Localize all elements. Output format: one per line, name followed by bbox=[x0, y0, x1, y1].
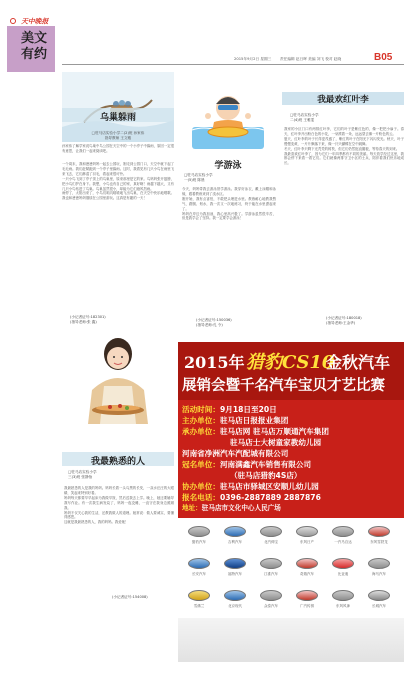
ad-row-val: 河南省净洲汽车汽配城有限公司 bbox=[182, 449, 289, 458]
logo-text: 天中晚报 bbox=[21, 17, 49, 26]
auto-show-ad[interactable] bbox=[178, 342, 404, 662]
swim-illustration bbox=[178, 72, 278, 157]
familiar-meta: □驻马店实验小学 三(3)班 张静怡 bbox=[68, 470, 97, 479]
ad-row bbox=[182, 426, 400, 437]
brand-logo-icon bbox=[368, 590, 390, 601]
ad-row-val: 驻马店网 驻马店万顺通汽车集团 bbox=[219, 427, 329, 436]
ad-row bbox=[182, 503, 400, 514]
date-line: 2015年9月2日 星期三 bbox=[234, 57, 272, 61]
brand-logo-icon bbox=[260, 526, 282, 537]
brand-label: 东风雪铁龙 bbox=[370, 540, 388, 544]
brand-label: 东风日产 bbox=[300, 540, 314, 544]
brand-label: 雪佛兰 bbox=[193, 604, 205, 608]
brand-logo-icon bbox=[188, 558, 210, 569]
ad-row bbox=[182, 470, 400, 481]
page-number: B05 bbox=[374, 52, 393, 63]
brand-label: 海马汽车 bbox=[372, 572, 386, 576]
ad-info-list bbox=[182, 404, 400, 514]
brand-logo-icon bbox=[332, 590, 354, 601]
ad-row-key: 承办单位： bbox=[182, 427, 220, 436]
ad-brand: 猎豹CS10 bbox=[246, 352, 335, 373]
ad-subtitle: 展销会暨千名汽车宝贝才艺比赛 bbox=[182, 377, 385, 394]
masthead-logo bbox=[10, 10, 60, 26]
ad-row bbox=[182, 404, 400, 415]
brand-label: 北京现代 bbox=[228, 604, 242, 608]
brand-logo-icon bbox=[260, 558, 282, 569]
brand-label: 比亚迪 bbox=[337, 572, 349, 576]
ad-row-key: 冠名单位： bbox=[182, 460, 220, 469]
ad-row bbox=[182, 415, 400, 426]
ad-row-val: 河南满鑫汽车销售有限公司 bbox=[219, 460, 312, 469]
familiar-title: 我最熟悉的人 bbox=[90, 457, 145, 467]
ad-row-val: 9月18日至20日 bbox=[219, 405, 277, 414]
brand-label: 北汽绅宝 bbox=[264, 540, 278, 544]
ad-year: 2015年 bbox=[184, 353, 245, 372]
logo-mark-icon bbox=[10, 18, 16, 24]
section-title-line-2: 有约 bbox=[21, 47, 48, 62]
nest-body: 一个周末，我和爸爸妈妈一起去公园玩，刚走到公园门口，天空中就下起了毛毛雨。我们赶紧跑到一个亭子里躲雨。这时，我看见有几只小鸟在雨里飞来飞去，它们淋湿了羽毛，看起来很可怜。 一只小鸟飞到了亭子顶上的鸟巢里，原来那里是它的家。鸟妈妈张开翅膀，把小鸟们护在身下。我想，小鸟也有自己的家，真好啊！雨越下越大，又有几只小鸟钻进了鸟巢。鸟巢虽然很小，却能为它们遮风挡雨。 雨停了，太阳出来了，小鸟们叽叽喳喳地飞出鸟巢，在天空中快乐地唱歌。我也和爸爸妈妈继续在公园里游玩。这真是有趣的一天！ bbox=[62, 162, 174, 201]
nest-title: 乌巢躲雨 bbox=[99, 113, 136, 123]
ad-row-val: 驻马店日报报业集团 bbox=[219, 416, 289, 425]
nest-intro: 孙家伟了解学家说鸟巢中鸟公园在天空中的一个小亭子中躲雨，原因一定很有意思，让我们一起来阅读吧。 bbox=[62, 144, 174, 153]
familiar-body: 我最熟悉的人是我的妈妈。妈妈长着一头乌黑的长发，一双水汪汪的大眼睛，笑起来特别好看。 妈妈每天都要早早起床为我做早饭，然后送我去上学。晚上，她还要辅导我写作业。有一次我生病发烧了，妈妈一夜没睡，一直守在我身边照顾我。 妈妈不仅关心我的生活，还教我做人的道理。她常说：做人要诚实，要懂得感恩。 这就是我最熟悉的人，我的妈妈。我爱她！ bbox=[64, 486, 174, 525]
ad-row-val: （驻马店猎豹4S店） bbox=[230, 471, 302, 480]
brand-label: 长安汽车 bbox=[192, 572, 206, 576]
ad-row bbox=[182, 492, 400, 503]
brand-label: 广汽传祺 bbox=[300, 604, 314, 608]
ad-brand-panel bbox=[178, 518, 404, 662]
ad-row bbox=[182, 437, 400, 448]
nest-meta: □驻马店实验小学二(2)班 孙家伟 指导教师 王文雅 bbox=[91, 131, 145, 140]
swim-title: 学游泳 bbox=[214, 161, 242, 171]
ad-row-key: 主办单位： bbox=[182, 416, 220, 425]
brand-label: 江淮汽车 bbox=[264, 572, 278, 576]
brand-label: 长城汽车 bbox=[372, 604, 386, 608]
brand-label: 吉利汽车 bbox=[228, 540, 242, 544]
ad-row-key: 报名电话： bbox=[182, 493, 220, 502]
flowers-meta: □驻马店实验小学 二(4)班 王雅雯 bbox=[290, 113, 319, 122]
brand-logo-icon bbox=[188, 526, 210, 537]
brand-logo-icon bbox=[188, 590, 210, 601]
ad-row-val: 驻马店市文化中心人民广场 bbox=[201, 504, 281, 512]
mother-illustration bbox=[62, 328, 174, 448]
section-title-line-1: 美文 bbox=[21, 31, 48, 46]
brand-logo-icon bbox=[224, 526, 246, 537]
brand-label: 猎豹汽车 bbox=[192, 540, 206, 544]
ad-bottom-band bbox=[178, 618, 404, 662]
ad-row-val: 0396-2887889 2887876 bbox=[219, 493, 321, 502]
ad-row bbox=[182, 459, 400, 470]
brand-logo-icon bbox=[224, 558, 246, 569]
ad-row-key: 地址： bbox=[182, 504, 202, 512]
swim-tail: (小记者证号:150036) (指导老师:孔 令) bbox=[196, 318, 232, 327]
edition-info: 责任编辑 赵日晖 美编 刘飞 校对 赵晓 bbox=[280, 57, 342, 61]
flowers-tail: (小记者证号:180018) (指导老师:王金华) bbox=[326, 316, 362, 325]
brand-logo-icon bbox=[332, 558, 354, 569]
brand-logo-icon bbox=[296, 590, 318, 601]
flowers-body: 我家的小区门口有两排红叶李，它们的叶子是紫红色的，像一把把小扇子。春天，红叶李开出粉白色的小花，一朵挨着一朵，远远望去像一片粉色的云。 夏天，红叶李的叶子长得更茂盛了，紫红的叶子在阳光下闪闪发光。秋天，叶子慢慢变黄，一片片飘落下来，像一只只蝴蝶在空中跳舞。 冬天，红叶李只剩下光秃秃的树枝，但它们仍然挺直腰板，等待春天的到来。 我最喜欢红叶李了，因为它们一年四季都有不同的美丽。每天放学经过这里，我都会停下来看一看它们。它们就像两排守卫小区的士兵，陪伴着我们快乐地成长。 bbox=[284, 127, 404, 166]
brand-label: 东风风神 bbox=[336, 604, 350, 608]
ad-slogan: 金秋汽车 bbox=[326, 353, 391, 372]
ad-row-key: 协办单位： bbox=[182, 482, 220, 491]
swim-meta: □驻马店实验小学 一(5)班 陈晨 bbox=[184, 173, 213, 182]
familiar-tail: (小记者证号:154008) bbox=[112, 595, 148, 599]
swim-body: 今天，妈妈带我去游泳馆学游泳。我穿好泳衣，戴上泳帽和泳镜，跟着教练来到了浅水区。 刚开始，我有点害怕，不敢把头埋进水里。教练耐心地教我憋气、蹬腿、划水，我一次又一次地练习，终于能在水里漂起来了。 妈妈在岸边为我加油，我心里高兴极了。学游泳虽然很辛苦，但是我学会了坚持。我一定要学会游泳！ bbox=[182, 187, 276, 221]
brand-logo-icon bbox=[368, 558, 390, 569]
ad-row bbox=[182, 481, 400, 492]
brand-logo-icon bbox=[224, 590, 246, 601]
brand-logo-icon bbox=[296, 526, 318, 537]
brand-logo-icon bbox=[332, 526, 354, 537]
brand-logo-icon bbox=[368, 526, 390, 537]
brand-label: 众泰汽车 bbox=[264, 604, 278, 608]
brand-label: 奇瑞汽车 bbox=[300, 572, 314, 576]
ad-row bbox=[182, 448, 400, 459]
section-title bbox=[7, 26, 55, 72]
ad-row-key: 活动时间： bbox=[182, 405, 220, 414]
masthead-rule bbox=[62, 64, 404, 65]
brand-logo-icon bbox=[260, 590, 282, 601]
ad-row-val: 驻马店市驿城区安顺儿幼儿园 bbox=[219, 482, 319, 491]
ad-row-val: 驻马店士大树童家教幼儿园 bbox=[230, 438, 322, 447]
flowers-title: 我最欢红叶李 bbox=[317, 95, 369, 105]
nest-tail: (小记者证号:182301) (指导老师:张 鑫) bbox=[70, 315, 106, 324]
brand-logo-icon bbox=[296, 558, 318, 569]
brand-label: 福特汽车 bbox=[228, 572, 242, 576]
brand-label: 一汽马自达 bbox=[334, 540, 352, 544]
